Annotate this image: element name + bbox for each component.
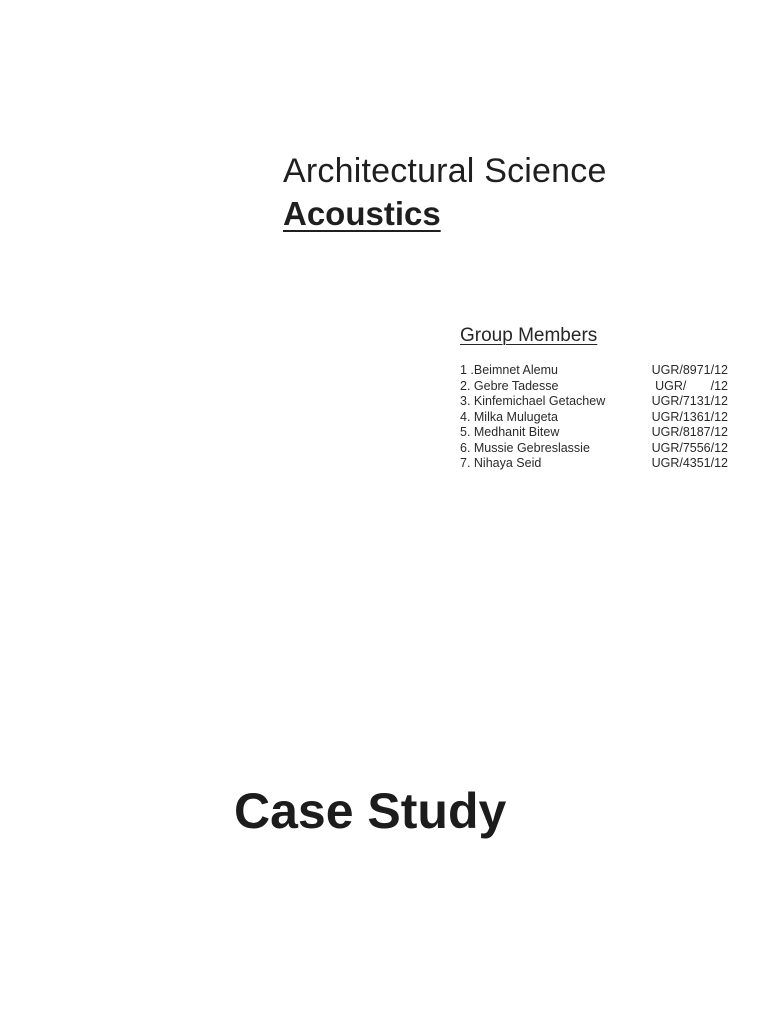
member-name: 2. Gebre Tadesse <box>460 378 559 393</box>
member-id: UGR/1361/12 <box>651 409 728 424</box>
member-name: 1 .Beimnet Alemu <box>460 363 558 377</box>
member-name: 4. Milka Mulugeta <box>460 409 558 424</box>
list-item <box>460 456 728 472</box>
member-id: UGR/ /12 <box>655 378 728 393</box>
title-block <box>283 150 607 236</box>
list-item <box>460 363 728 379</box>
group-members-heading: Group Members <box>460 325 598 346</box>
page-title: Architectural Science <box>283 152 607 190</box>
member-name: 6. Mussie Gebreslassie <box>460 440 590 455</box>
case-study-label: Case Study <box>234 783 507 839</box>
member-id: UGR/7556/12 <box>651 440 728 455</box>
list-item <box>460 379 728 395</box>
member-name: 7. Nihaya Seid <box>460 456 542 470</box>
list-item <box>460 394 728 410</box>
group-members-section <box>460 323 728 472</box>
list-item <box>460 441 728 457</box>
member-list <box>460 363 728 472</box>
list-item <box>460 425 728 441</box>
member-name: 5. Medhanit Bitew <box>460 425 560 439</box>
member-name: 3. Kinfemichael Getachew <box>460 394 606 408</box>
list-item <box>460 410 728 426</box>
member-id: UGR/8971/12 <box>651 363 728 377</box>
member-id: UGR/4351/12 <box>651 456 728 470</box>
page-subtitle: Acoustics <box>283 195 441 232</box>
member-id: UGR/8187/12 <box>651 425 728 439</box>
member-id: UGR/7131/12 <box>651 394 728 408</box>
